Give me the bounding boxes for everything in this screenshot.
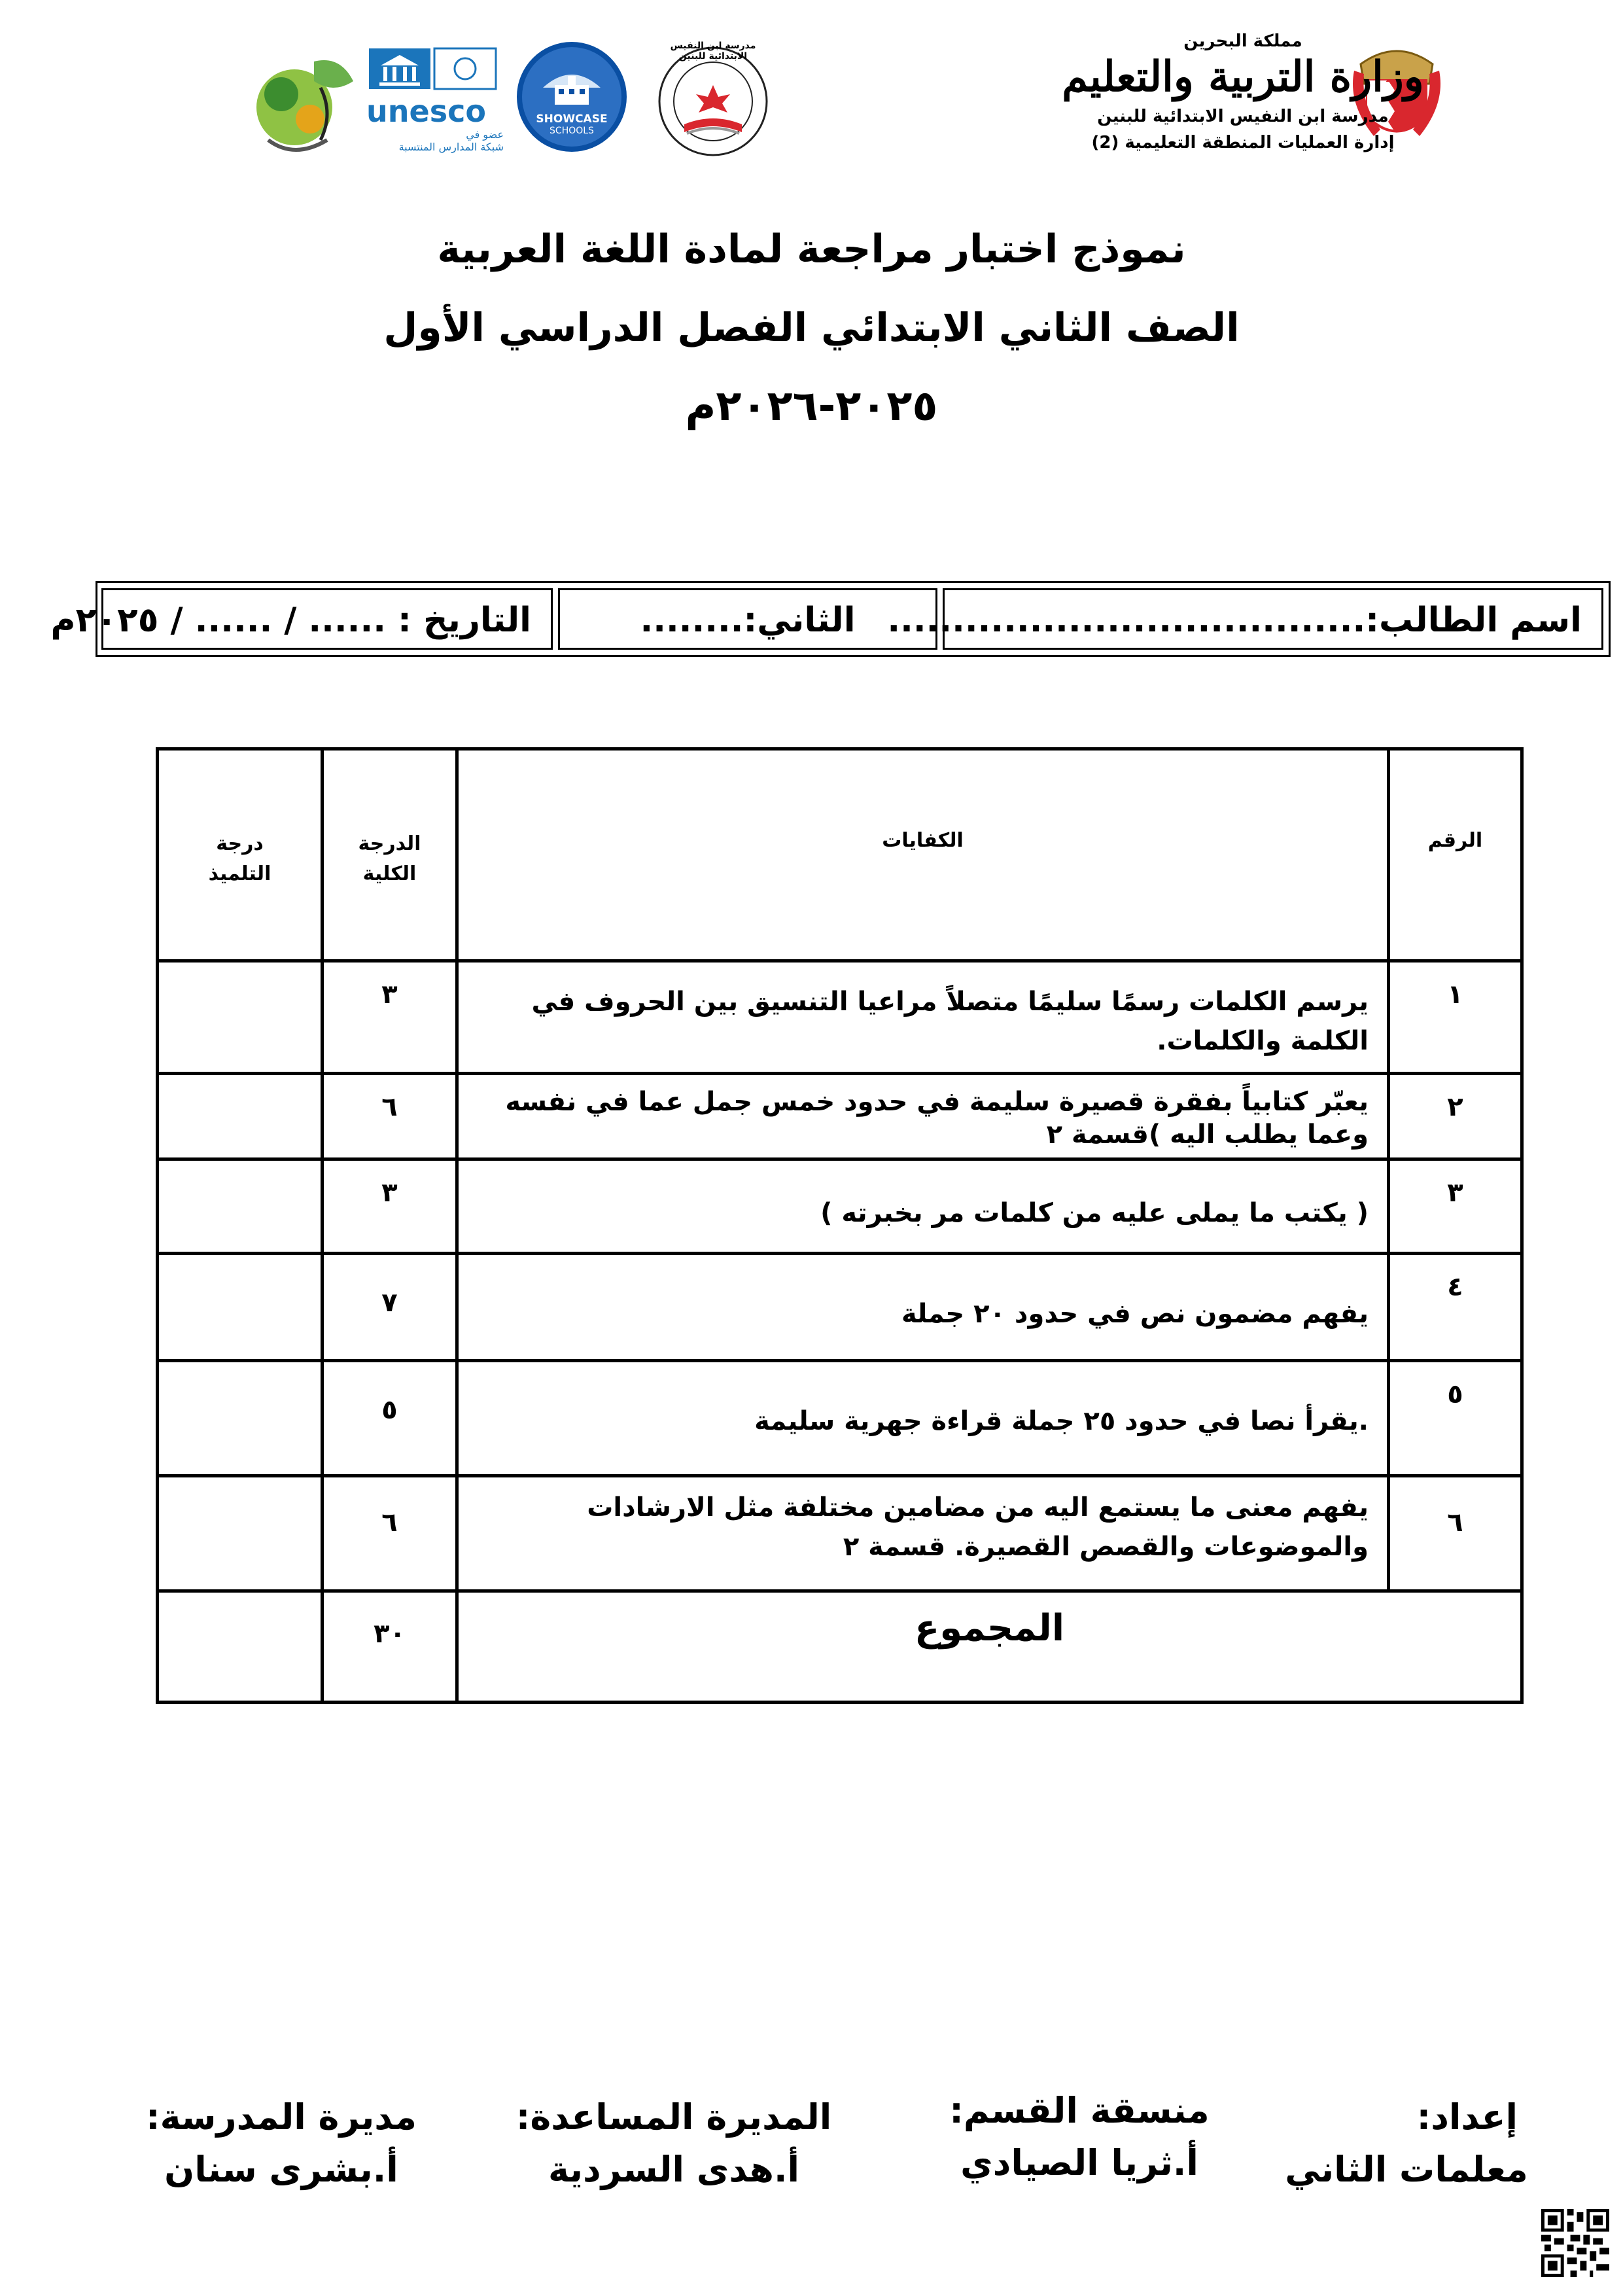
competency-table xyxy=(156,747,1524,1704)
table-row xyxy=(158,1254,1522,1361)
row-number: ٣ xyxy=(1389,1159,1522,1254)
row-competency: يرسم الكلمات رسمًا سليمًا متصلاً مراعيا التنسيق بين الحروف في الكلمة والكلمات. xyxy=(457,961,1389,1074)
row-student-score[interactable] xyxy=(158,1074,323,1159)
row-total-score: ٣ xyxy=(323,961,457,1074)
unesco-temple-icon xyxy=(366,46,504,92)
row-number: ٦ xyxy=(1389,1476,1522,1591)
signature-title: إعداد: xyxy=(1416,2096,1518,2138)
signature-principal xyxy=(131,2091,432,2196)
showcase-line2: SCHOOLS xyxy=(550,126,594,136)
exam-title: نموذج اختبار مراجعة لمادة اللغة العربية xyxy=(437,226,1186,272)
environment-logo xyxy=(242,42,360,164)
table-row xyxy=(158,1159,1522,1254)
grade-semester-title: الصف الثاني الابتدائي الفصل الدراسي الأول xyxy=(383,305,1240,351)
row-number: ١ xyxy=(1389,961,1522,1074)
ministry-header-text xyxy=(994,26,1492,170)
row-competency: يفهم مضمون نص في حدود ٢٠ جملة xyxy=(457,1254,1389,1361)
row-student-score[interactable] xyxy=(158,1159,323,1254)
showcase-schools-logo xyxy=(517,42,627,152)
unesco-name: unesco xyxy=(366,94,486,129)
kingdom-label: مملكة البحرين xyxy=(1183,31,1302,51)
row-number: ٥ xyxy=(1389,1361,1522,1476)
unesco-member-line1: عضو في xyxy=(466,128,504,141)
table-row xyxy=(158,1074,1522,1159)
ministry-name: وزارة التربية والتعليم xyxy=(1062,52,1424,101)
total-score: ٣٠ xyxy=(323,1591,457,1703)
row-student-score[interactable] xyxy=(158,1476,323,1591)
row-total-score: ٧ xyxy=(323,1254,457,1361)
signature-prepared-by xyxy=(1243,2091,1570,2196)
exam-date-field[interactable]: التاريخ : ...... / ...... / ٢٠٢٥م xyxy=(101,588,553,650)
signature-assistant-principal xyxy=(510,2091,837,2196)
row-number: ٤ xyxy=(1389,1254,1522,1361)
row-total-score: ٣ xyxy=(323,1159,457,1254)
unesco-logo xyxy=(366,46,504,164)
header-total-score: الدرجة الكلية xyxy=(323,749,457,961)
signature-title: مديرة المدرسة: xyxy=(146,2096,417,2138)
student-class-field[interactable]: الثاني:........ xyxy=(558,588,937,650)
row-student-score[interactable] xyxy=(158,1254,323,1361)
row-total-score: ٦ xyxy=(323,1476,457,1591)
row-student-score[interactable] xyxy=(158,961,323,1074)
row-student-score[interactable] xyxy=(158,1361,323,1476)
header-competencies: الكفايات xyxy=(457,749,1389,961)
row-competency: .يقرأ نصا في حدود ٢٥ جملة قراءة جهرية سليمة xyxy=(457,1361,1389,1476)
showcase-line1: SHOWCASE xyxy=(536,113,608,126)
signature-title: المديرة المساعدة: xyxy=(515,2096,832,2138)
row-competency: يفهم معنى ما يستمع اليه من مضامين مختلفة مثل الارشادات والموضوعات والقصص القصيرة. قسمة ٢ xyxy=(457,1476,1389,1591)
signature-name: أ.بشرى سنان xyxy=(164,2149,398,2190)
total-label: المجموع xyxy=(457,1591,1522,1703)
student-info-box xyxy=(50,581,1611,657)
row-total-score: ٦ xyxy=(323,1074,457,1159)
row-competency: ( يكتب ما يملى عليه من كلمات مر بخبرته ) xyxy=(457,1159,1389,1254)
row-competency: يعبّر كتابياً بفقرة قصيرة سليمة في حدود خمس جمل عما في نفسه وعما يطلب اليه )قسمة ٢ xyxy=(457,1074,1389,1159)
signature-name: أ.هدى السردية xyxy=(548,2149,799,2190)
row-number: ٢ xyxy=(1389,1074,1522,1159)
table-row xyxy=(158,961,1522,1074)
department-name: إدارة العمليات المنطقة التعليمية (2) xyxy=(1091,133,1395,152)
signature-department-coordinator xyxy=(916,2085,1243,2189)
table-header-row xyxy=(158,749,1522,961)
school-year: ٢٠٢٥-٢٠٢٦م xyxy=(685,382,938,431)
student-name-field[interactable]: اسم الطالب:..................................... xyxy=(943,588,1603,650)
school-name: مدرسة ابن النفيس الابتدائية للبنين xyxy=(1097,107,1389,126)
header-student-score: درجة التلميذ xyxy=(158,749,323,961)
unesco-member-line2: شبكة المدارس المنتسبة xyxy=(398,141,504,153)
qr-code-icon xyxy=(1541,2209,1609,2277)
header-number: الرقم xyxy=(1389,749,1522,961)
total-student-score[interactable] xyxy=(158,1591,323,1703)
signature-name: أ.ثريا الصيادي xyxy=(960,2142,1198,2183)
row-total-score: ٥ xyxy=(323,1361,457,1476)
school-logo xyxy=(648,39,778,164)
table-row xyxy=(158,1361,1522,1476)
table-row xyxy=(158,1476,1522,1591)
table-total-row xyxy=(158,1591,1522,1703)
signature-title: منسقة القسم: xyxy=(949,2090,1210,2131)
signature-name: معلمات الثاني xyxy=(1285,2149,1528,2190)
school-logo-text: مدرسة ابن النفيس الابتدائية للبنين xyxy=(670,41,756,62)
